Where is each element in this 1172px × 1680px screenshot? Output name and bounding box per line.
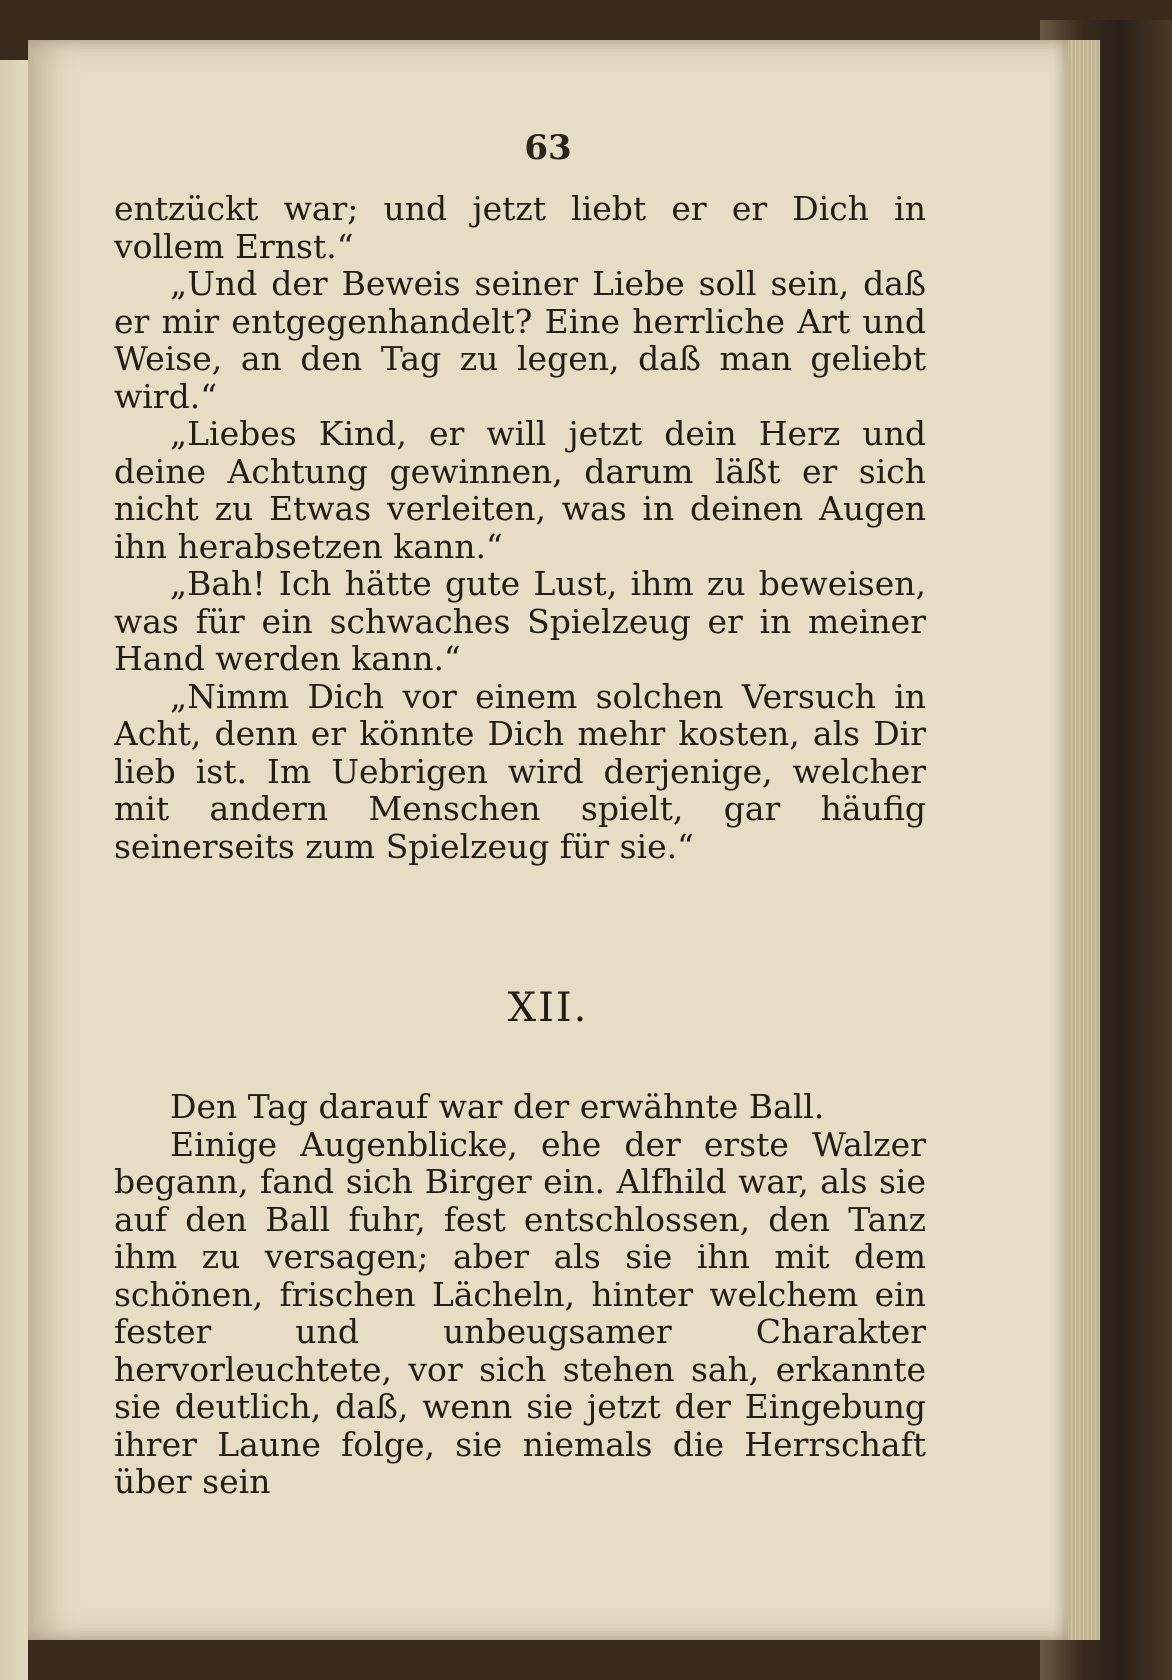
- text-block-bottom: [114, 1088, 926, 1501]
- text-block-top: [114, 190, 926, 865]
- page-number: 63: [524, 128, 572, 168]
- paragraph: entzückt war; und jetzt liebt er er Dich in vollem Ernst.“: [114, 189, 926, 266]
- paragraph: „Nimm Dich vor einem solchen Versuch in Acht, denn er könnte Dich mehr kosten, als Dir lieb ist. Im Uebrigen wird derjenige, welcher mit andern Menschen spielt, gar häufig seinerseits zum Spielzeug für sie.“: [114, 676, 926, 866]
- paragraph: „Bah! Ich hätte gute Lust, ihm zu beweisen, was für ein schwaches Spielzeug er in meiner Hand werden kann.“: [114, 564, 926, 678]
- paragraph: Den Tag darauf war der erwähnte Ball.: [170, 1087, 825, 1126]
- paragraph: Einige Augenblicke, ehe der erste Walzer begann, fand sich Birger ein. Alfhild war, als sie auf den Ball fuhr, fest entschlossen, den Tanz ihm zu versagen; aber als sie ihn mit dem schönen, frischen Lächeln, hinter welchem ein fester und unbeugsamer Charakter hervorleuchtete, vor sich stehen sah, erkannte sie deutlich, daß, wenn sie jetzt der Eingebung ihrer Laune folge, sie niemals die Herrschaft über sein: [114, 1124, 926, 1501]
- paragraph: „Liebes Kind, er will jetzt dein Herz und deine Achtung gewinnen, darum läßt er sich nicht zu Etwas verleiten, was in deinen Augen ihn herabsetzen kann.“: [114, 414, 926, 566]
- paragraph: „Und der Beweis seiner Liebe soll sein, daß er mir entgegenhandelt? Eine herrliche Art und Weise, an den Tag zu legen, daß man geliebt wird.“: [114, 264, 926, 416]
- previous-page-edge: [0, 60, 28, 1680]
- chapter-heading: XII.: [507, 985, 589, 1031]
- book-page: [28, 40, 1068, 1640]
